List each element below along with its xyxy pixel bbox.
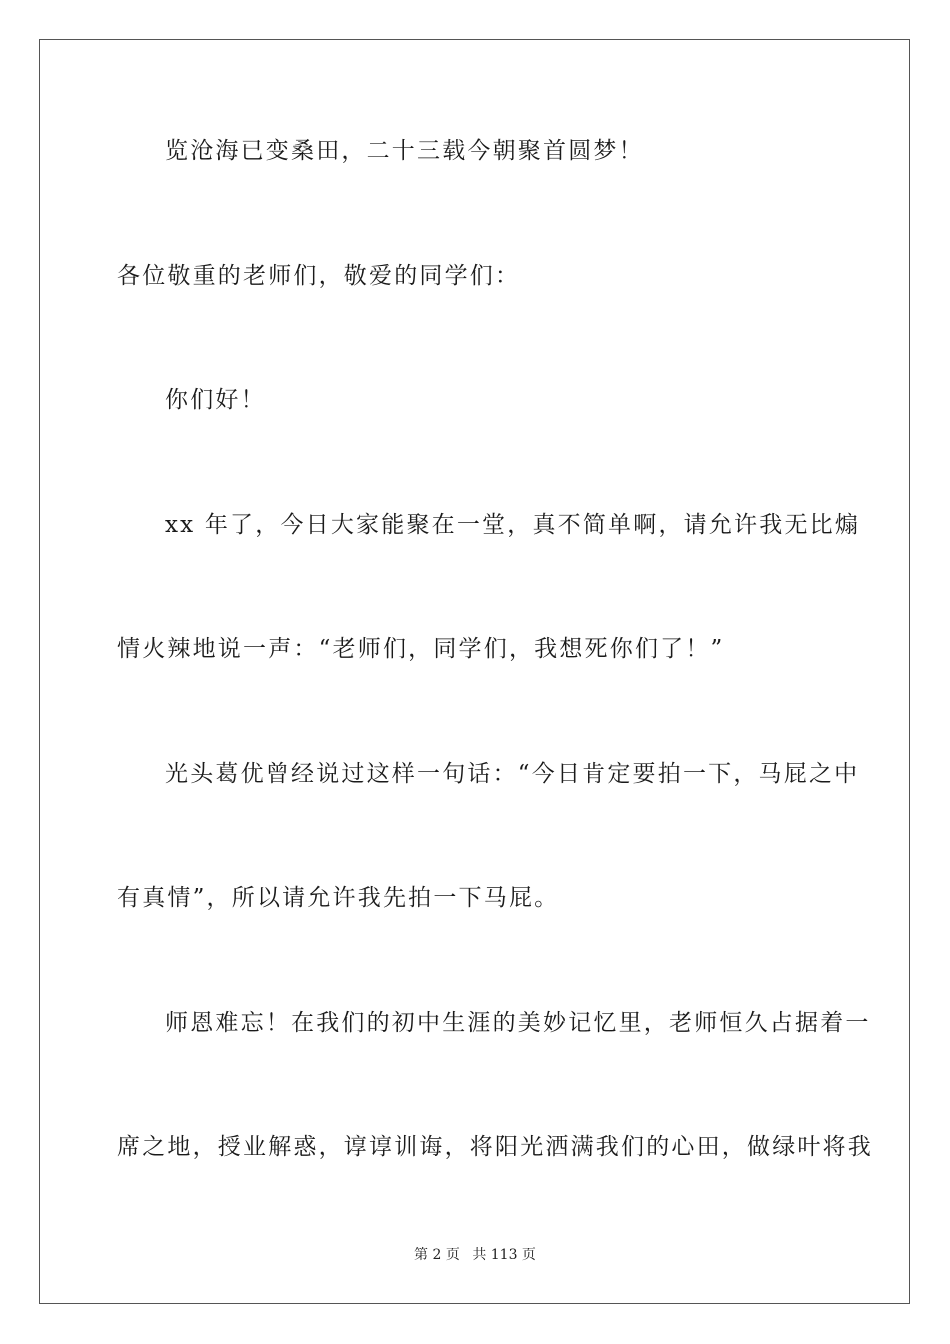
paragraph-line: 情火辣地说一声：“老师们，同学们，我想死你们了！” [117, 636, 725, 662]
paragraph-line: 席之地，授业解惑，谆谆训诲，将阳光洒满我们的心田，做绿叶将我 [117, 1134, 873, 1160]
paragraph-line: 览沧海已变桑田，二十三载今朝聚首圆梦！ [165, 138, 644, 164]
paragraph-line: 各位敬重的老师们，敬爱的同学们： [117, 263, 521, 289]
paragraph-line: 光头葛优曾经说过这样一句话：“今日肯定要拍一下，马屁之中 [165, 761, 860, 787]
paragraph-line: 你们好！ [165, 387, 266, 413]
page-footer [0, 1245, 950, 1265]
paragraph-line: 师恩难忘！在我们的初中生涯的美妙记忆里，老师恒久占据着一 [165, 1010, 871, 1036]
page-total: 共 113 页 [472, 1247, 536, 1263]
paragraph-line: 有真情”，所以请允许我先拍一下马屁。 [117, 885, 560, 911]
page-number: 第 2 页 [414, 1247, 460, 1263]
paragraph-line: xx 年了，今日大家能聚在一堂，真不简单啊，请允许我无比煽 [165, 512, 861, 538]
page-border [39, 39, 910, 1304]
